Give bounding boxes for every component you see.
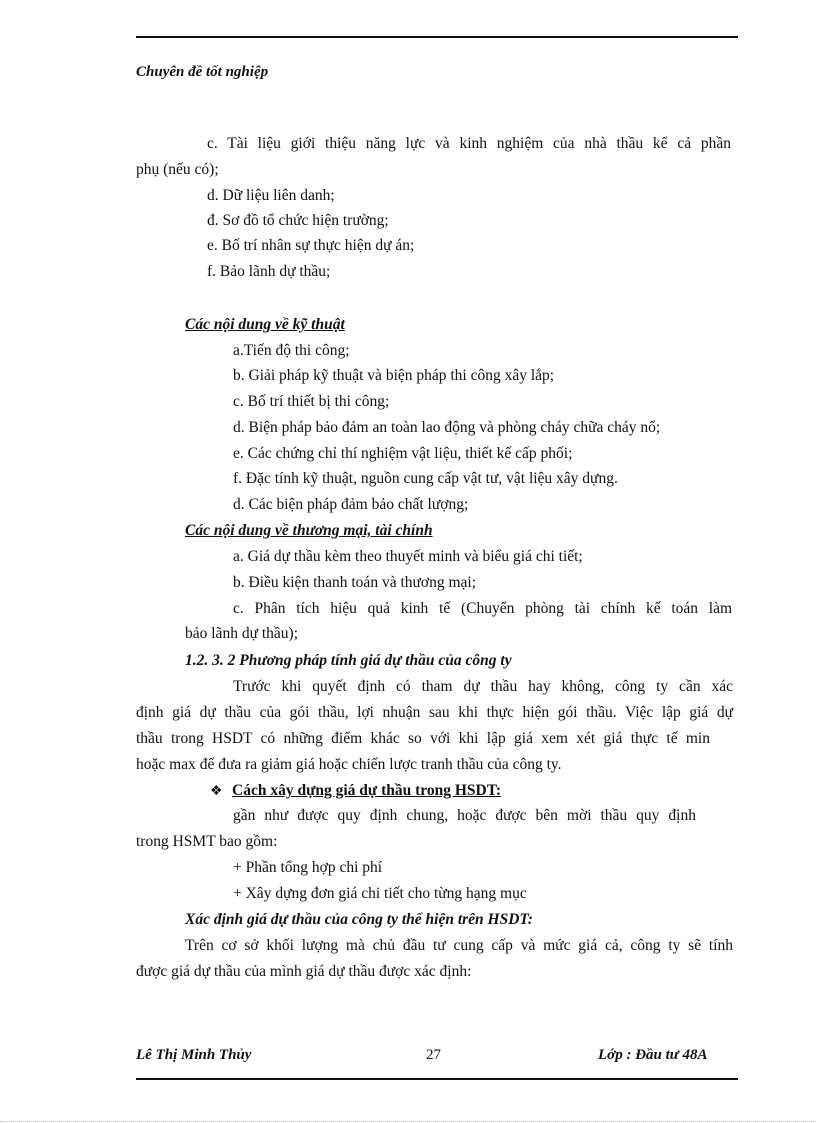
footer-class: Lớp : Đầu tư 48A — [598, 1047, 708, 1063]
plus-item-2: + Xây dựng đơn giá chi tiết cho từng hạng mục — [233, 885, 527, 902]
sub-heading: Xác định giá dự thầu của công ty thể hiện trên HSDT: — [185, 911, 533, 928]
commercial-item-b: b. Điều kiện thanh toán và thương mại; — [233, 574, 477, 591]
technical-item: d. Các biện pháp đảm bảo chất lượng; — [233, 496, 469, 513]
item-d1: d. Dữ liệu liên danh; — [207, 187, 335, 204]
bullet-heading: Cách xây dựng giá dự thầu trong HSDT: — [232, 782, 502, 799]
method-para-line3: thầu trong HSDT có những điểm khác so với khi lập giá xem xét giá thực tế min — [136, 730, 710, 747]
plus-item-1: + Phần tổng hợp chi phí — [233, 859, 383, 876]
method-para-line4: hoặc max để đưa ra giảm giá hoặc chiến lược tranh thầu của công ty. — [136, 756, 562, 773]
method-para-line1: Trước khi quyết định có tham dự thầu hay không, công ty cần xác — [233, 678, 733, 695]
technical-item: e. Các chứng chỉ thí nghiệm vật liệu, thiết kế cấp phối; — [233, 445, 573, 462]
commercial-heading: Các nội dung về thương mại, tài chính — [185, 522, 433, 539]
technical-item: d. Biện pháp bảo đảm an toàn lao động và phòng cháy chữa cháy nổ; — [233, 419, 661, 436]
item-d2: đ. Sơ đồ tổ chức hiện trường; — [207, 212, 389, 229]
item-e: e. Bố trí nhân sự thực hiện dự án; — [207, 237, 415, 254]
commercial-item-c-line1: c. Phân tích hiệu quả kinh tế (Chuyển phòng tài chính kế toán làm — [233, 600, 732, 617]
diamond-bullet-icon: ❖ — [210, 784, 223, 799]
technical-item: b. Giải pháp kỹ thuật và biện pháp thi công xây lắp; — [233, 367, 555, 384]
bullet-heading-row — [210, 781, 501, 802]
method-heading: 1.2. 3. 2 Phương pháp tính giá dự thầu của công ty — [185, 652, 512, 669]
method-para-line2: định giá dự thầu của gói thầu, lợi nhuận sau khi thực hiện gói thầu. Việc lập giá dự — [136, 704, 733, 721]
final-para-line2: được giá dự thầu của mình giá dự thầu được xác định: — [136, 963, 472, 980]
bullet-text-line2: trong HSMT bao gồm: — [136, 833, 278, 850]
footer-bottom-rule — [136, 1078, 738, 1080]
technical-item: a.Tiến độ thi công; — [233, 342, 350, 359]
technical-item: f. Đặc tính kỹ thuật, nguồn cung cấp vật tư, vật liệu xây dựng. — [233, 470, 618, 487]
header-top-rule — [136, 36, 738, 38]
item-c-line1: c. Tài liệu giới thiệu năng lực và kinh nghiệm của nhà thầu kể cả phần — [207, 135, 731, 152]
item-f: f. Bảo lãnh dự thầu; — [207, 263, 331, 280]
bullet-text-line1: gần như được quy định chung, hoặc được bên mời thầu quy định — [233, 807, 696, 824]
page-number: 27 — [426, 1047, 441, 1063]
footer-author: Lê Thị Minh Thủy — [136, 1047, 252, 1063]
commercial-item-a: a. Giá dự thầu kèm theo thuyết minh và biểu giá chi tiết; — [233, 548, 583, 565]
final-para-line1: Trên cơ sở khối lượng mà chủ đầu tư cung cấp và mức giá cả, công ty sẽ tính — [185, 937, 733, 954]
header-title: Chuyên đề tốt nghiệp — [136, 64, 269, 80]
commercial-item-c-line2: bảo lãnh dự thầu); — [185, 625, 298, 642]
page-edge-divider — [0, 1121, 816, 1122]
technical-heading: Các nội dung về kỹ thuật — [185, 316, 345, 333]
item-c-line2: phụ (nếu có); — [136, 161, 219, 178]
technical-item: c. Bố trí thiết bị thi công; — [233, 393, 390, 410]
